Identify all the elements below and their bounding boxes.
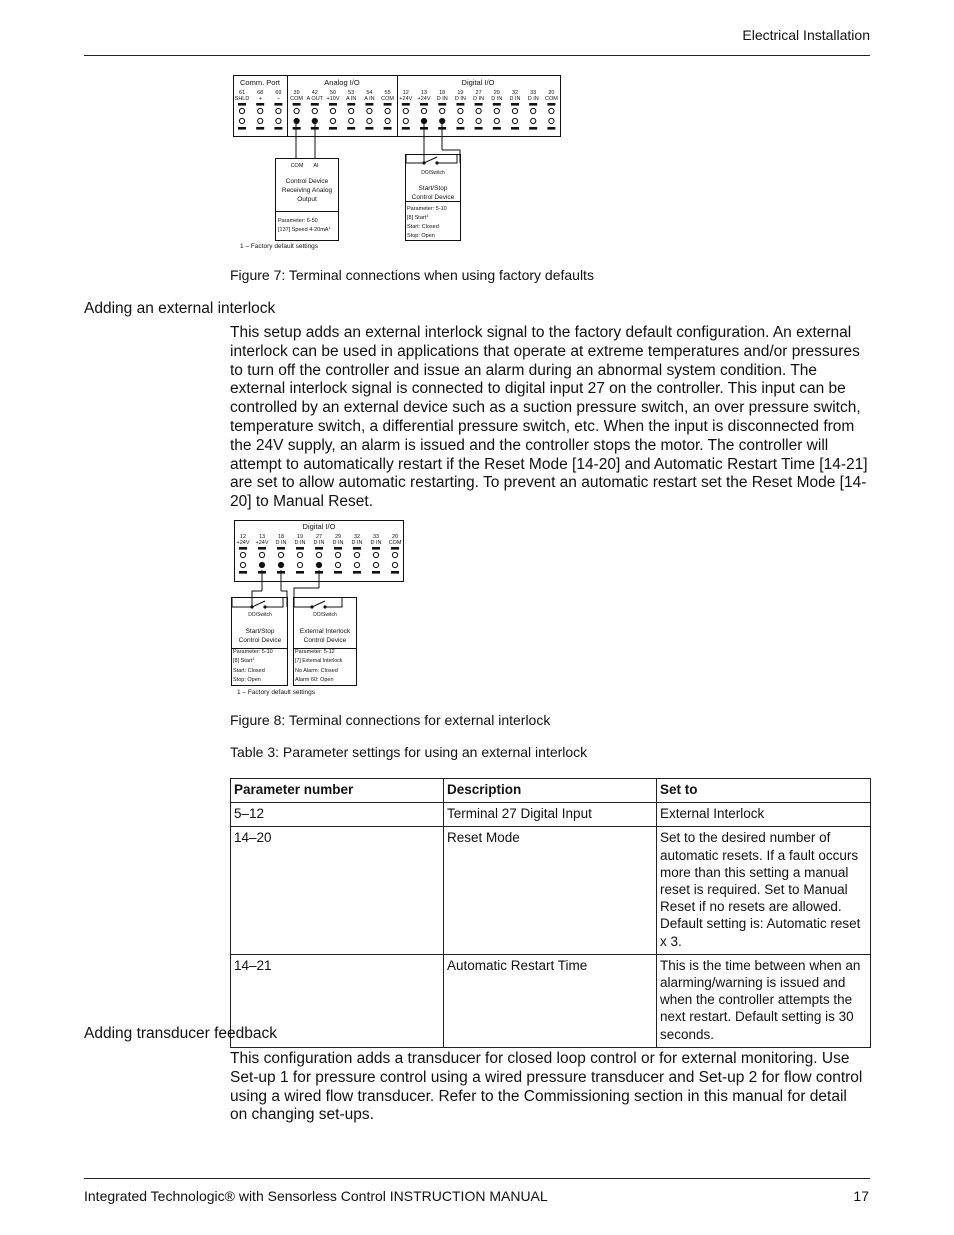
fig7-terminal-label: +10V — [326, 96, 340, 102]
fig7-terminal-screw — [330, 108, 335, 113]
table-row — [231, 827, 871, 954]
fig8-terminal-label: +24V — [255, 540, 269, 546]
fig8-terminal-screw — [259, 552, 264, 557]
fig7-terminal-label: A OUT — [306, 96, 324, 102]
svg-text:[8] Start1: [8] Start$^1$ — [407, 213, 429, 221]
fig7-terminal-number: 61 — [238, 90, 246, 96]
fig7-terminal-label: – — [276, 96, 280, 102]
fig7-terminal-label: + — [258, 96, 262, 102]
fig7-terminal-bar — [384, 103, 392, 106]
fig7-pin-ai: AI — [313, 163, 319, 169]
fig7-terminal-screw — [549, 118, 554, 123]
fig8-terminal-label: D IN — [370, 540, 382, 546]
fig8-terminal-number: 32 — [353, 534, 361, 540]
fig7-terminal-screw — [312, 118, 317, 123]
fig7-terminal-screw — [458, 108, 463, 113]
fig7-terminal-bar — [402, 127, 410, 130]
fig7-terminal-screw — [458, 118, 463, 123]
fig7-terminal-number: 50 — [329, 90, 337, 96]
fig8-terminal-screw — [373, 552, 378, 557]
fig7-terminal-screw — [549, 108, 554, 113]
fig8-terminal-bar — [334, 571, 342, 574]
fig8-terminal-bar — [296, 547, 304, 550]
table-3-caption: Table 3: Parameter settings for using an external interlock — [230, 744, 588, 760]
footer-rule — [84, 1178, 870, 1179]
fig7-terminal-bar — [456, 103, 464, 106]
fig8-terminal-bar — [353, 547, 361, 550]
running-header: Electrical Installation — [742, 27, 870, 43]
fig8-terminal-screw — [392, 562, 397, 567]
fig7-terminal-bar — [547, 103, 555, 106]
svg-text:Parameter: 5-12: Parameter: 5-12 — [295, 649, 335, 655]
fig7-group-digital: Digital I/O — [461, 78, 495, 87]
fig7-terminal-bar — [274, 103, 282, 106]
table-cell: Automatic Restart Time — [444, 954, 657, 1047]
fig8-terminal-label: D IN — [313, 540, 325, 546]
fig8-terminal-screw — [335, 552, 340, 557]
fig8-terminal-bar — [239, 547, 247, 550]
fig8-terminal-bar — [391, 571, 399, 574]
fig7-terminal-bar — [238, 127, 246, 130]
fig7-terminal-label: COM — [290, 96, 304, 102]
fig7-terminal-bar — [511, 103, 519, 106]
fig8-terminal-screw — [297, 552, 302, 557]
fig7-terminal-bar — [420, 103, 428, 106]
table-row — [231, 954, 871, 1047]
figure-8-diagram — [230, 518, 410, 700]
fig7-terminal-number: 18 — [439, 90, 446, 96]
fig7-terminal-bar — [347, 127, 355, 130]
fig7-terminal-label: D IN — [491, 96, 503, 102]
svg-text:Start: Closed: Start: Closed — [233, 668, 265, 674]
svg-text:Stop: Open: Stop: Open — [407, 233, 435, 239]
fig8-terminal-screw — [240, 552, 245, 557]
svg-text:Start: Closed: Start: Closed — [407, 224, 439, 230]
fig7-terminal-bar — [511, 127, 519, 130]
fig7-terminal-bar — [238, 103, 246, 106]
fig7-terminal-screw — [531, 108, 536, 113]
interlock-paragraph: This setup adds an external interlock signal to the factory default configuration. An external interlock can be used in applications that operate at extreme temperatures and/or pressures to turn off the controller and issue an alarm during an abnormal system condition. The external interlock signal is connected to digital input 27 on the controller. This input can be controlled by an external device such as a suction pressure switch, an over pressure switch, temperature switch, a differential pressure switch, etc. When the input is disconnected from the 24V supply, an alarm is issued and the controller stops the motor. The controller will attempt to automatically restart if the Reset Mode [14-20] and Automatic Restart Time [14-21] are set to allow automatic restarting. To prevent an automatic restart set the Reset Mode [14-20] to Manual Reset. — [230, 324, 868, 511]
fig7-terminal-screw — [276, 108, 281, 113]
fig7-terminal-screw — [512, 108, 517, 113]
svg-text:[7] External Interlock: [7] External Interlock — [295, 658, 343, 664]
parameter-table — [230, 778, 871, 1048]
fig8-terminal-bar — [372, 547, 380, 550]
fig7-terminal-bar — [329, 103, 337, 106]
fig7-group-analog: Analog I/O — [324, 78, 360, 87]
fig7-terminal-number: 32 — [511, 90, 519, 96]
fig7-pin-com: COM — [290, 163, 304, 169]
fig7-terminal-label: COM — [381, 96, 395, 102]
fig8-terminal-screw — [335, 562, 340, 567]
fig8-terminal-number: 20 — [391, 534, 399, 540]
fig7-terminal-screw — [258, 118, 263, 123]
fig7-terminal-bar — [365, 103, 373, 106]
fig8-terminal-bar — [391, 547, 399, 550]
svg-text:Start/Stop: Start/Stop — [245, 628, 275, 635]
fig8-terminal-screw — [392, 552, 397, 557]
section-heading-transducer: Adding transducer feedback — [84, 1025, 278, 1042]
fig8-terminal-number: 19 — [296, 534, 304, 540]
fig8-terminal-number: 27 — [315, 534, 323, 540]
fig7-terminal-screw — [385, 118, 390, 123]
fig7-terminal-bar — [256, 103, 264, 106]
fig7-terminal-number: 29 — [493, 90, 500, 96]
figure-7-diagram — [230, 72, 566, 254]
fig7-terminal-bar — [438, 103, 446, 106]
table-cell: 5–12 — [231, 803, 444, 827]
svg-text:Control Device: Control Device — [285, 178, 329, 185]
svg-text:Alarm 60: Open: Alarm 60: Open — [295, 677, 334, 683]
fig7-terminal-label: D IN — [509, 96, 521, 102]
figure-7-caption: Figure 7: Terminal connections when using factory defaults — [230, 267, 594, 283]
svg-text:Stop: Open: Stop: Open — [233, 677, 261, 683]
fig7-terminal-screw — [421, 118, 426, 123]
fig8-terminal-number: 29 — [334, 534, 342, 540]
fig7-terminal-number: 54 — [366, 90, 373, 96]
fig7-terminal-bar — [274, 127, 282, 130]
fig7-terminal-screw — [349, 118, 354, 123]
fig7-terminal-number: 42 — [311, 90, 318, 96]
svg-text:[8] Start1: [8] Start$^1$ — [233, 656, 255, 664]
fig8-terminal-bar — [334, 547, 342, 550]
fig8-group-digital: Digital I/O — [302, 522, 336, 531]
fig7-terminal-bar — [256, 127, 264, 130]
fig8-terminal-number: 12 — [239, 534, 247, 540]
fig7-terminal-label: A IN — [364, 96, 375, 102]
fig7-terminal-number: 33 — [530, 90, 537, 96]
fig7-terminal-number: 68 — [257, 90, 264, 96]
fig7-terminal-label: +24V — [399, 96, 413, 102]
fig7-terminal-screw — [294, 108, 299, 113]
fig7-terminal-screw — [276, 118, 281, 123]
fig7-terminal-bar — [475, 127, 483, 130]
fig7-terminal-bar — [529, 127, 537, 130]
svg-text:DO/Switch: DO/Switch — [248, 612, 272, 618]
svg-text:[137] Speed 4-20mA1: [137] Speed $4-20mA^1$ — [278, 225, 331, 233]
fig8-footnote: 1 – Factory default settings — [237, 689, 316, 696]
fig7-terminal-number: 53 — [348, 90, 355, 96]
fig7-terminal-screw — [476, 108, 481, 113]
fig7-terminal-screw — [403, 108, 408, 113]
fig7-terminal-screw — [367, 118, 372, 123]
fig7-terminal-screw — [367, 108, 372, 113]
svg-text:Control Device: Control Device — [303, 637, 347, 644]
fig8-terminal-label: D IN — [294, 540, 306, 546]
fig8-terminal-number: 33 — [372, 534, 380, 540]
table-row — [231, 803, 871, 827]
fig7-terminal-screw — [239, 108, 244, 113]
svg-text:Parameter: 6-50: Parameter: 6-50 — [278, 218, 318, 224]
footer-manual-title: Integrated Technologic® with Sensorless Control INSTRUCTION MANUAL — [84, 1188, 548, 1204]
svg-text:External Interlock: External Interlock — [299, 628, 351, 635]
svg-text:Receiving Analog: Receiving Analog — [281, 187, 333, 194]
fig8-terminal-screw — [259, 562, 264, 567]
fig7-terminal-label: SHLD — [234, 96, 250, 102]
fig7-terminal-bar — [293, 127, 301, 130]
fig7-group-comm: Comm. Port — [239, 78, 281, 87]
fig8-terminal-screw — [297, 562, 302, 567]
fig8-terminal-label: D IN — [332, 540, 344, 546]
table-cell: 14–21 — [231, 954, 444, 1047]
fig7-terminal-screw — [440, 118, 445, 123]
col-header-parameter: Parameter number — [231, 779, 444, 803]
table-cell: External Interlock — [657, 803, 871, 827]
fig8-terminal-bar — [296, 571, 304, 574]
fig8-terminal-bar — [277, 547, 285, 550]
fig7-terminal-number: 39 — [293, 90, 300, 96]
fig8-terminal-screw — [316, 562, 321, 567]
fig7-terminal-label: A IN — [345, 96, 357, 102]
svg-text:Control Device: Control Device — [411, 194, 455, 201]
fig8-terminal-screw — [240, 562, 245, 567]
fig7-terminal-bar — [293, 103, 301, 106]
table-header-row — [231, 779, 871, 803]
col-header-description: Description — [444, 779, 657, 803]
table-cell: 14–20 — [231, 827, 444, 954]
fig8-terminal-bar — [239, 571, 247, 574]
fig8-terminal-bar — [353, 571, 361, 574]
fig7-terminal-bar — [311, 103, 319, 106]
fig7-terminal-number: 69 — [275, 90, 282, 96]
fig7-terminal-bar — [456, 127, 464, 130]
fig7-terminal-bar — [365, 127, 373, 130]
svg-text:DO/Switch: DO/Switch — [313, 612, 337, 618]
fig7-terminal-bar — [529, 103, 537, 106]
fig7-terminal-bar — [493, 127, 501, 130]
fig7-terminal-bar — [384, 127, 392, 130]
fig7-terminal-bar — [347, 103, 355, 106]
transducer-paragraph: This configuration adds a transducer for closed loop control or for external monitoring. Use Set-up 1 for pressure control using a wired pressure transducer and Set-up 2 for flow control using a wired flow transducer. Refer to the Commissioning section in this manual for detail on changing set-ups. — [230, 1050, 863, 1124]
svg-text:DO/Switch: DO/Switch — [421, 170, 445, 176]
fig8-terminal-screw — [354, 552, 359, 557]
fig8-terminal-screw — [316, 552, 321, 557]
fig7-terminal-screw — [440, 108, 445, 113]
page-number: 17 — [853, 1188, 869, 1204]
figure-8-caption: Figure 8: Terminal connections for external interlock — [230, 712, 551, 728]
fig7-terminal-screw — [330, 118, 335, 123]
fig7-terminal-label: D IN — [527, 96, 539, 102]
fig7-footnote: 1 – Factory default settings — [240, 243, 319, 250]
table-cell: This is the time between when an alarming/warning is issued and when the controller attempts the next restart. Default setting is 30 seconds. — [657, 954, 871, 1047]
fig7-terminal-label: D IN — [454, 96, 466, 102]
fig7-terminal-screw — [239, 118, 244, 123]
fig7-terminal-bar — [402, 103, 410, 106]
fig7-terminal-number: 13 — [420, 90, 428, 96]
svg-text:Parameter: 5-10: Parameter: 5-10 — [233, 649, 273, 655]
col-header-set-to: Set to — [657, 779, 871, 803]
table-cell: Set to the desired number of automatic resets. If a fault occurs more than this setting a manual reset is required. Set to Manual Reset if no resets are allowed. Default setting is: Automatic reset x 3. — [657, 827, 871, 954]
fig8-terminal-screw — [354, 562, 359, 567]
fig7-terminal-screw — [349, 108, 354, 113]
fig7-terminal-number: 20 — [548, 90, 555, 96]
fig7-terminal-number: 55 — [384, 90, 391, 96]
fig7-terminal-screw — [531, 118, 536, 123]
fig7-terminal-label: +24V — [417, 96, 431, 102]
fig8-terminal-bar — [315, 547, 323, 550]
fig8-terminal-label: D IN — [351, 540, 363, 546]
fig7-terminal-label: D IN — [436, 96, 448, 102]
fig8-terminal-screw — [373, 562, 378, 567]
svg-text:Parameter: 5-10: Parameter: 5-10 — [407, 206, 447, 212]
fig8-terminal-bar — [258, 547, 266, 550]
fig7-terminal-screw — [403, 118, 408, 123]
svg-text:No Alarm: Closed: No Alarm: Closed — [295, 668, 338, 674]
fig7-terminal-screw — [258, 108, 263, 113]
fig8-terminal-number: 13 — [258, 534, 266, 540]
fig7-terminal-label: D IN — [473, 96, 485, 102]
fig7-terminal-screw — [512, 118, 517, 123]
fig7-terminal-bar — [475, 103, 483, 106]
fig7-terminal-screw — [294, 118, 299, 123]
fig7-terminal-screw — [494, 118, 499, 123]
fig8-terminal-number: 18 — [277, 534, 285, 540]
fig8-terminal-label: +24V — [236, 540, 250, 546]
header-rule — [84, 55, 870, 56]
fig7-terminal-screw — [385, 108, 390, 113]
fig8-terminal-label: COM — [388, 540, 402, 546]
fig8-terminal-screw — [278, 552, 283, 557]
table-cell: Terminal 27 Digital Input — [444, 803, 657, 827]
fig7-terminal-screw — [494, 108, 499, 113]
fig7-terminal-screw — [476, 118, 481, 123]
table-cell: Reset Mode — [444, 827, 657, 954]
fig8-terminal-label: D IN — [275, 540, 287, 546]
fig7-terminal-number: 12 — [402, 90, 409, 96]
fig7-terminal-bar — [329, 127, 337, 130]
fig8-terminal-screw — [278, 562, 283, 567]
fig7-terminal-number: 19 — [457, 90, 464, 96]
fig8-terminal-bar — [372, 571, 380, 574]
fig7-terminal-bar — [547, 127, 555, 130]
svg-text:Control Device: Control Device — [238, 637, 282, 644]
fig7-terminal-bar — [493, 103, 501, 106]
svg-text:Start/Stop: Start/Stop — [418, 185, 448, 192]
section-heading-interlock: Adding an external interlock — [84, 300, 276, 317]
fig7-terminal-screw — [312, 108, 317, 113]
fig7-terminal-label: COM — [544, 96, 558, 102]
fig7-terminal-screw — [421, 108, 426, 113]
fig7-terminal-number: 27 — [475, 90, 482, 96]
svg-text:Output: Output — [297, 196, 317, 203]
